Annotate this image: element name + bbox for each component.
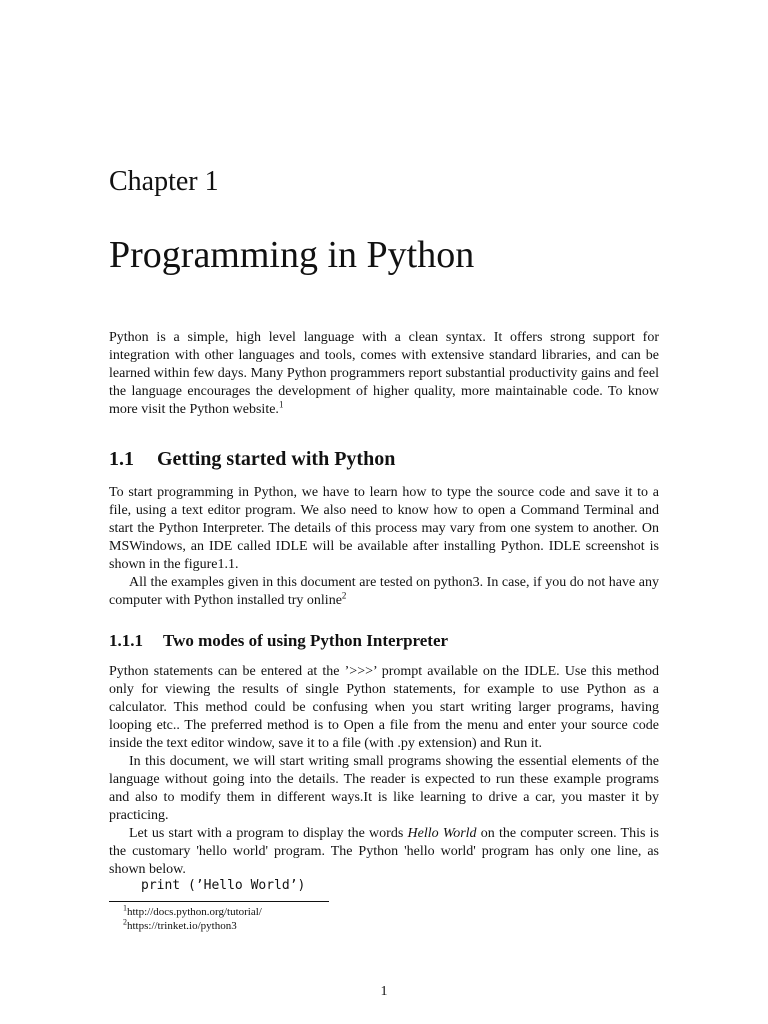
subsection-number: 1.1.1 (109, 631, 143, 650)
hello-world-emphasis: Hello World (407, 826, 477, 841)
section-1-1-1-paragraph-1: Python statements can be entered at the ’>>>’ prompt available on the IDLE. Use this method only for viewing the results of single Python statements, for example to use Python as a calculator. This method could be confusing when you start writing larger programs, having looping etc.. The preferred method is to Open a file from the menu and enter your source code inside the text editor window, save it to a file (with .py extension) and Run it. (109, 664, 659, 751)
section-1-1-1-paragraph-3 (109, 825, 659, 879)
document-page (109, 0, 659, 1024)
paragraph-3-start: Let us start with a program to display the words (129, 826, 408, 841)
section-1-1-paragraph-2-text: All the examples given in this document are tested on python3. In case, if you do not have any computer with Python installed try online (109, 575, 659, 608)
footnote-1-link[interactable]: http://docs.python.org/tutorial/ (127, 906, 262, 918)
intro-text: Python is a simple, high level language with a clean syntax. It offers strong support for integration with other languages and tools, comes with extensive standard libraries, and can be learned within few days. Many Python programmers report substantial productivity gains and feel the language encourages the development of higher quality, more maintainable code. To know more visit the Python website. (109, 330, 659, 417)
footnote-1-mark: 1 (123, 903, 127, 913)
section-1-1-1-body (109, 663, 659, 879)
subsection-title: Two modes of using Python Interpreter (163, 631, 449, 650)
section-title: Getting started with Python (157, 448, 396, 470)
section-1-1-paragraph-2 (109, 574, 659, 610)
subsection-heading-1-1-1 (109, 630, 448, 652)
footnote-divider (109, 901, 329, 902)
section-number: 1.1 (109, 448, 134, 470)
footnote-2-mark: 2 (123, 917, 127, 927)
section-1-1-body (109, 484, 659, 610)
footnote-ref-2: 2 (341, 590, 347, 601)
section-heading-1-1 (109, 446, 395, 472)
code-sample: print (’Hello World’) (141, 878, 306, 893)
section-1-1-1-paragraph-2: In this document, we will start writing small programs showing the essential elements of the language without going into the details. The reader is expected to run these example programs and also to modify them in different ways.It is like learning to drive a car, you master it by practicing. (109, 754, 659, 823)
footnote-2-link[interactable]: https://trinket.io/python3 (127, 920, 237, 932)
footnotes (123, 905, 262, 933)
section-1-1-paragraph-1: To start programming in Python, we have to learn how to type the source code and save it to a file, using a text editor program. We also need to know how to open a Command Terminal and start the Python Interpreter. The details of this process may vary from one system to another. On MSWindows, an IDE called IDLE will be available after installing Python. IDLE screenshot is shown in the figure1.1. (109, 485, 659, 572)
intro-paragraph (109, 329, 659, 419)
footnote-1 (123, 905, 262, 919)
chapter-title: Programming in Python (109, 234, 475, 276)
intro-paragraph-block (109, 329, 659, 419)
footnote-2 (123, 919, 262, 933)
paragraph-3-end: on the computer screen. This is the customary 'hello world' program. The Python 'hello world' program has only one line, as shown below. (109, 826, 659, 877)
chapter-label: Chapter 1 (109, 166, 219, 197)
page-number: 1 (380, 984, 388, 999)
footnote-ref-1: 1 (278, 399, 284, 410)
